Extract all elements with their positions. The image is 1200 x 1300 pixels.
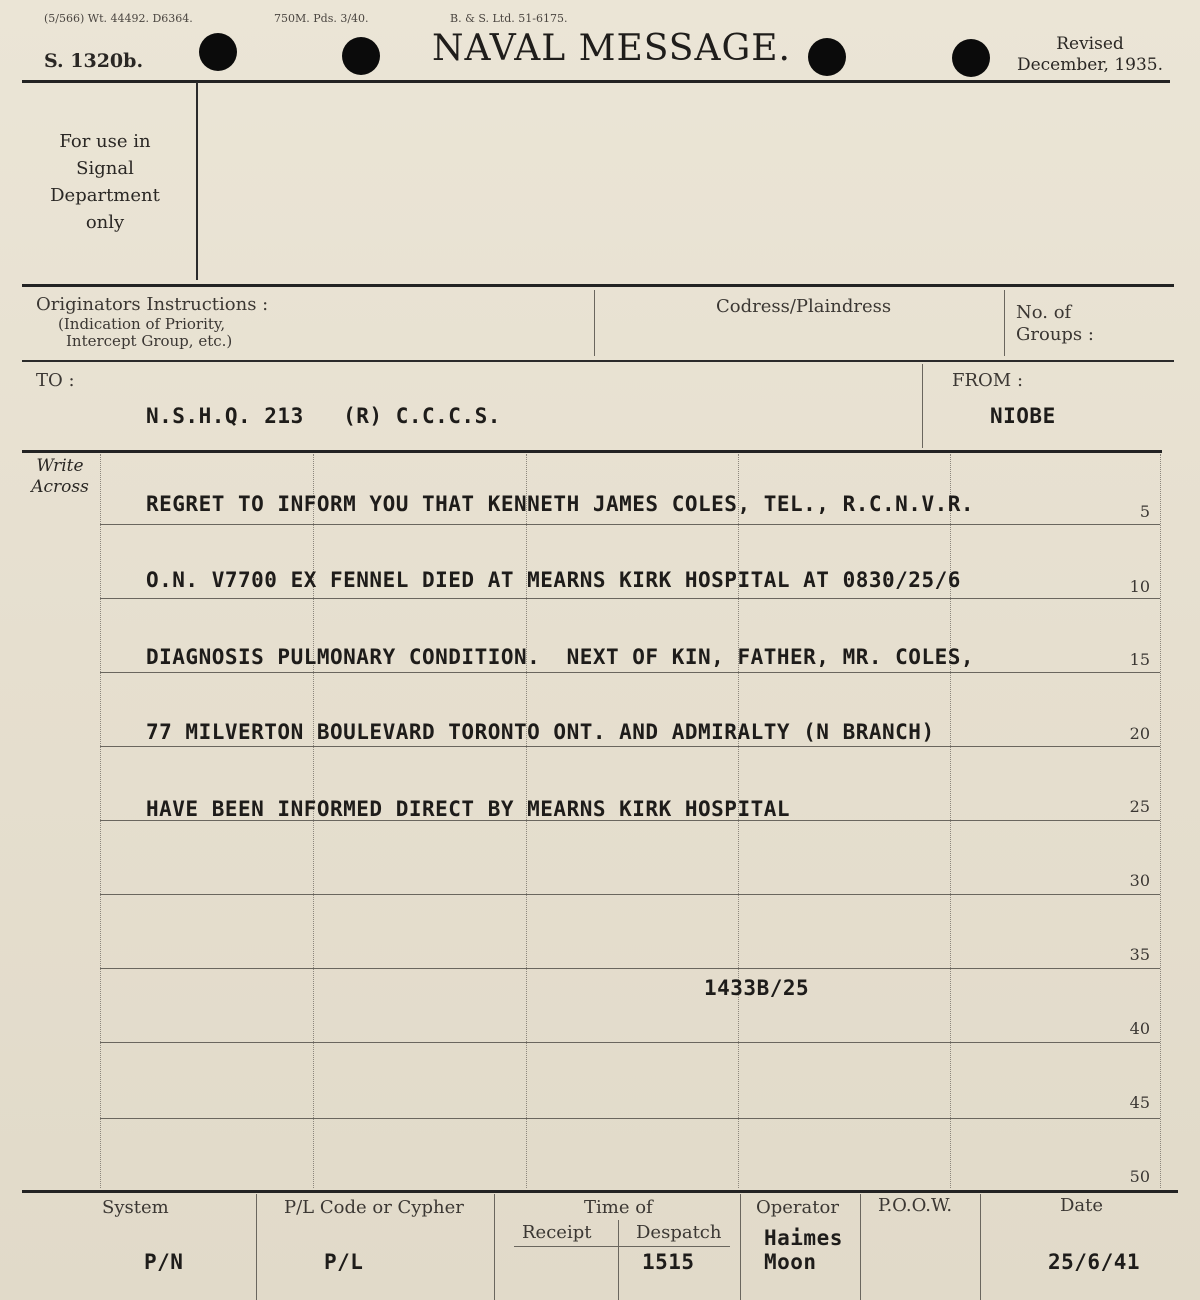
grid-row-line	[100, 672, 1160, 673]
divider	[196, 82, 198, 280]
grid-column-line	[1160, 454, 1161, 1188]
punch-hole	[952, 39, 990, 77]
line-number: 10	[1129, 577, 1150, 596]
line-number: 20	[1129, 724, 1150, 743]
print-code-3: B. & S. Ltd. 51-6175.	[450, 12, 568, 25]
divider	[740, 1194, 741, 1300]
time-group: 1433B/25	[704, 976, 810, 1000]
grid-column-line	[738, 454, 739, 1188]
line-number: 35	[1129, 945, 1150, 964]
divider	[22, 80, 1170, 83]
code-value: P/L	[324, 1250, 364, 1274]
page-title: NAVAL MESSAGE.	[432, 28, 791, 69]
divider	[22, 360, 1174, 362]
write-across-label	[30, 456, 90, 498]
grid-row-line	[100, 524, 1160, 525]
grid-column-line	[313, 454, 314, 1188]
system-value: P/N	[144, 1250, 184, 1274]
originator-sub	[58, 316, 232, 350]
from-value: NIOBE	[990, 404, 1056, 428]
message-line: DIAGNOSIS PULMONARY CONDITION. NEXT OF KIN, FATHER, MR. COLES,	[146, 645, 975, 669]
divider	[860, 1194, 861, 1300]
despatch-label: Despatch	[636, 1222, 722, 1243]
punch-hole	[199, 33, 237, 71]
line-number: 5	[1139, 502, 1150, 521]
originator-label: Originators Instructions :	[36, 294, 269, 315]
divider	[494, 1194, 495, 1300]
to-value: N.S.H.Q. 213 (R) C.C.C.S.	[146, 404, 501, 428]
from-label: FROM :	[952, 370, 1024, 391]
revised-line-2: December, 1935.	[1016, 55, 1164, 75]
line-number: 30	[1129, 871, 1150, 890]
revised-line-1: Revised	[1056, 34, 1124, 54]
divider	[22, 450, 1162, 453]
system-label: System	[102, 1197, 169, 1218]
divider	[618, 1220, 619, 1300]
operator-label: Operator	[756, 1197, 839, 1218]
divider	[514, 1246, 730, 1247]
code-label: P/L Code or Cypher	[284, 1197, 464, 1218]
grid-row-line	[100, 968, 1160, 969]
divider	[980, 1194, 981, 1300]
divider	[594, 290, 595, 356]
write-label-2: Across	[31, 477, 89, 497]
groups-label	[1016, 302, 1094, 346]
divider	[1004, 290, 1005, 356]
signal-department-box	[30, 128, 180, 236]
signal-line-1: For use in	[59, 131, 151, 152]
receipt-label: Receipt	[522, 1222, 592, 1243]
despatch-value: 1515	[642, 1250, 695, 1274]
grid-column-line	[100, 454, 101, 1188]
punch-hole	[808, 38, 846, 76]
to-label: TO :	[36, 370, 75, 391]
message-line: O.N. V7700 EX FENNEL DIED AT MEARNS KIRK HOSPITAL AT 0830/25/6	[146, 568, 961, 592]
print-code-1: (5/566) Wt. 44492. D6364.	[44, 12, 193, 25]
message-line: REGRET TO INFORM YOU THAT KENNETH JAMES COLES, TEL., R.C.N.V.R.	[146, 492, 975, 516]
grid-row-line	[100, 1042, 1160, 1043]
groups-label-2: Groups :	[1016, 324, 1094, 345]
groups-label-1: No. of	[1016, 302, 1072, 323]
print-code-2: 750M. Pds. 3/40.	[274, 12, 369, 25]
divider	[256, 1194, 257, 1300]
write-label-1: Write	[36, 456, 84, 476]
time-of-label: Time of	[584, 1197, 653, 1218]
date-label: Date	[1060, 1195, 1104, 1216]
line-number: 45	[1129, 1093, 1150, 1112]
grid-column-line	[526, 454, 527, 1188]
codress-label: Codress/Plaindress	[716, 296, 892, 317]
grid-column-line	[950, 454, 951, 1188]
line-number: 40	[1129, 1019, 1150, 1038]
revised-note	[1000, 34, 1180, 76]
operator-line-2: Moon	[764, 1250, 817, 1274]
grid-row-line	[100, 894, 1160, 895]
operator-line-1: Haimes	[764, 1226, 843, 1250]
divider	[22, 1190, 1178, 1193]
line-number: 50	[1129, 1167, 1150, 1186]
signal-line-2: Signal	[76, 158, 134, 179]
punch-hole	[342, 37, 380, 75]
message-line: HAVE BEEN INFORMED DIRECT BY MEARNS KIRK HOSPITAL	[146, 797, 791, 821]
date-value: 25/6/41	[1048, 1250, 1141, 1274]
originator-sub-1: (Indication of Priority,	[58, 315, 226, 333]
divider	[22, 284, 1174, 287]
originator-sub-2: Intercept Group, etc.)	[66, 332, 233, 350]
grid-row-line	[100, 1118, 1160, 1119]
grid-row-line	[100, 746, 1160, 747]
signal-line-3: Department	[50, 185, 160, 206]
divider	[922, 364, 923, 448]
form-number: S. 1320b.	[44, 50, 144, 72]
message-line: 77 MILVERTON BOULEVARD TORONTO ONT. AND ADMIRALTY (N BRANCH)	[146, 720, 935, 744]
grid-row-line	[100, 598, 1160, 599]
line-number: 15	[1129, 650, 1150, 669]
line-number: 25	[1129, 797, 1150, 816]
signal-line-4: only	[85, 212, 125, 233]
poow-label: P.O.O.W.	[878, 1195, 953, 1216]
